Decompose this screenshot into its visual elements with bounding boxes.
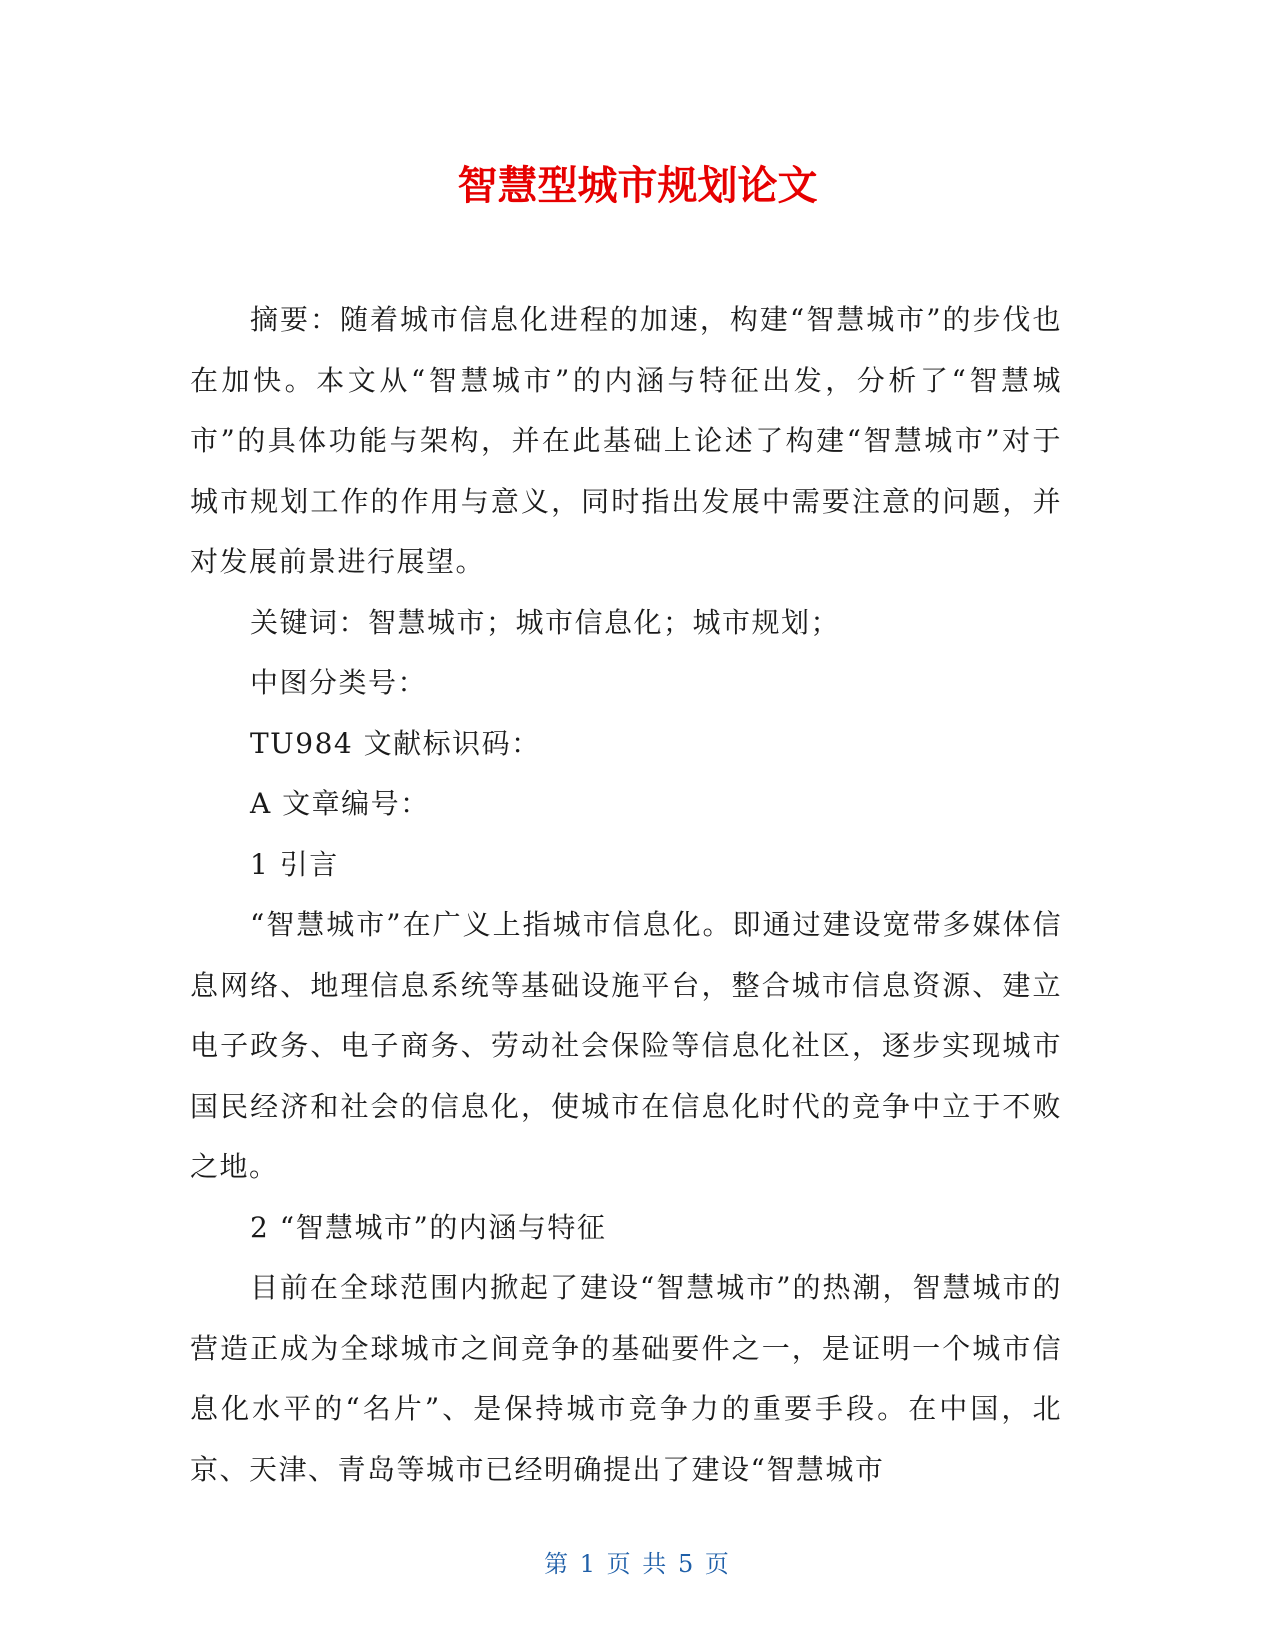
section-heading-connotation: 2 “智慧城市”的内涵与特征 [250,1210,607,1244]
keywords-line: 关键词：智慧城市；城市信息化；城市规划； [250,605,841,639]
introduction-paragraph: “智慧城市”在广义上指城市信息化。即通过建设宽带多媒体信息网络、地理信息系统等基础设施平台，整合城市信息资源、建立电子政务、电子商务、劳动社会保险等信息化社区，逐步实现城市国民经济和社会的信息化，使城市在信息化时代的竞争中立于不败之地。 [190,908,1062,1183]
connotation-paragraph: 目前在全球范围内掀起了建设“智慧城市”的热潮，智慧城市的营造正成为全球城市之间竞争的基础要件之一，是证明一个城市信息化水平的“名片”、是保持城市竞争力的重要手段。在中国，北京、天津、青岛等城市已经明确提出了建设“智慧城市 [190,1271,1062,1486]
document-code-line: TU984 文献标识码： [250,726,541,760]
article-number-line: A 文章编号： [250,787,430,820]
document-body [190,290,1062,1500]
page-number-footer: 第 1 页 共 5 页 [544,1550,731,1578]
document-title: 智慧型城市规划论文 [457,163,818,209]
classification-number-line: 中图分类号： [250,666,428,699]
abstract-paragraph: 摘要：随着城市信息化进程的加速，构建“智慧城市”的步伐也在加快。本文从“智慧城市”的内涵与特征出发，分析了“智慧城市”的具体功能与架构，并在此基础上论述了构建“智慧城市”对于城市规划工作的作用与意义，同时指出发展中需要注意的问题，并对发展前景进行展望。 [190,303,1062,578]
section-heading-introduction: 1 引言 [250,847,339,881]
